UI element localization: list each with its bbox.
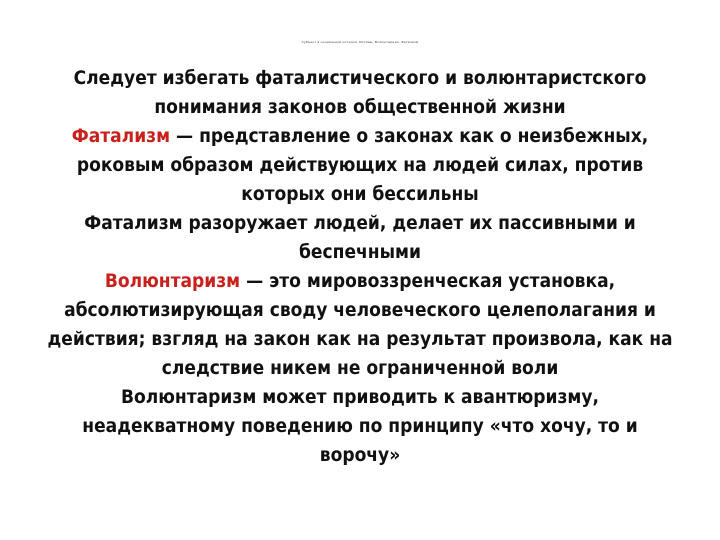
fatalism-term: Фатализм <box>71 125 171 147</box>
voluntarism-term: Волюнтаризм <box>104 270 241 292</box>
voluntarism-definition <box>44 267 676 383</box>
intro-paragraph: Следует избегать фаталистического и волюнтаристского понимания законов общественной жизни <box>73 67 647 118</box>
fatalism-definition <box>44 122 676 209</box>
fatalism-definition-text: — представление о законах как о неизбежных, роковым образом действующих на людей силах, против которых они бессильны <box>76 125 649 205</box>
fatalism-consequence: Фатализм разоружает людей, делает их пассивными и беспечными <box>84 212 636 263</box>
voluntarism-definition-text: — это мировоззренческая установка, абсолютизирующая своду человеческого целеполагания и действия; взгляд на закон как на результат произвола, как на следствие никем не ограниченной воли <box>47 270 673 379</box>
slide-body <box>44 64 676 470</box>
voluntarism-consequence: Волюнтаризм может приводить к авантюризму, неадекватному поведению по принципу «что хочу, то и ворочу» <box>82 386 638 466</box>
slide-title: Субъект в социальной истории. Мотивы. Волюнтаризм. Фатализм <box>301 40 419 44</box>
